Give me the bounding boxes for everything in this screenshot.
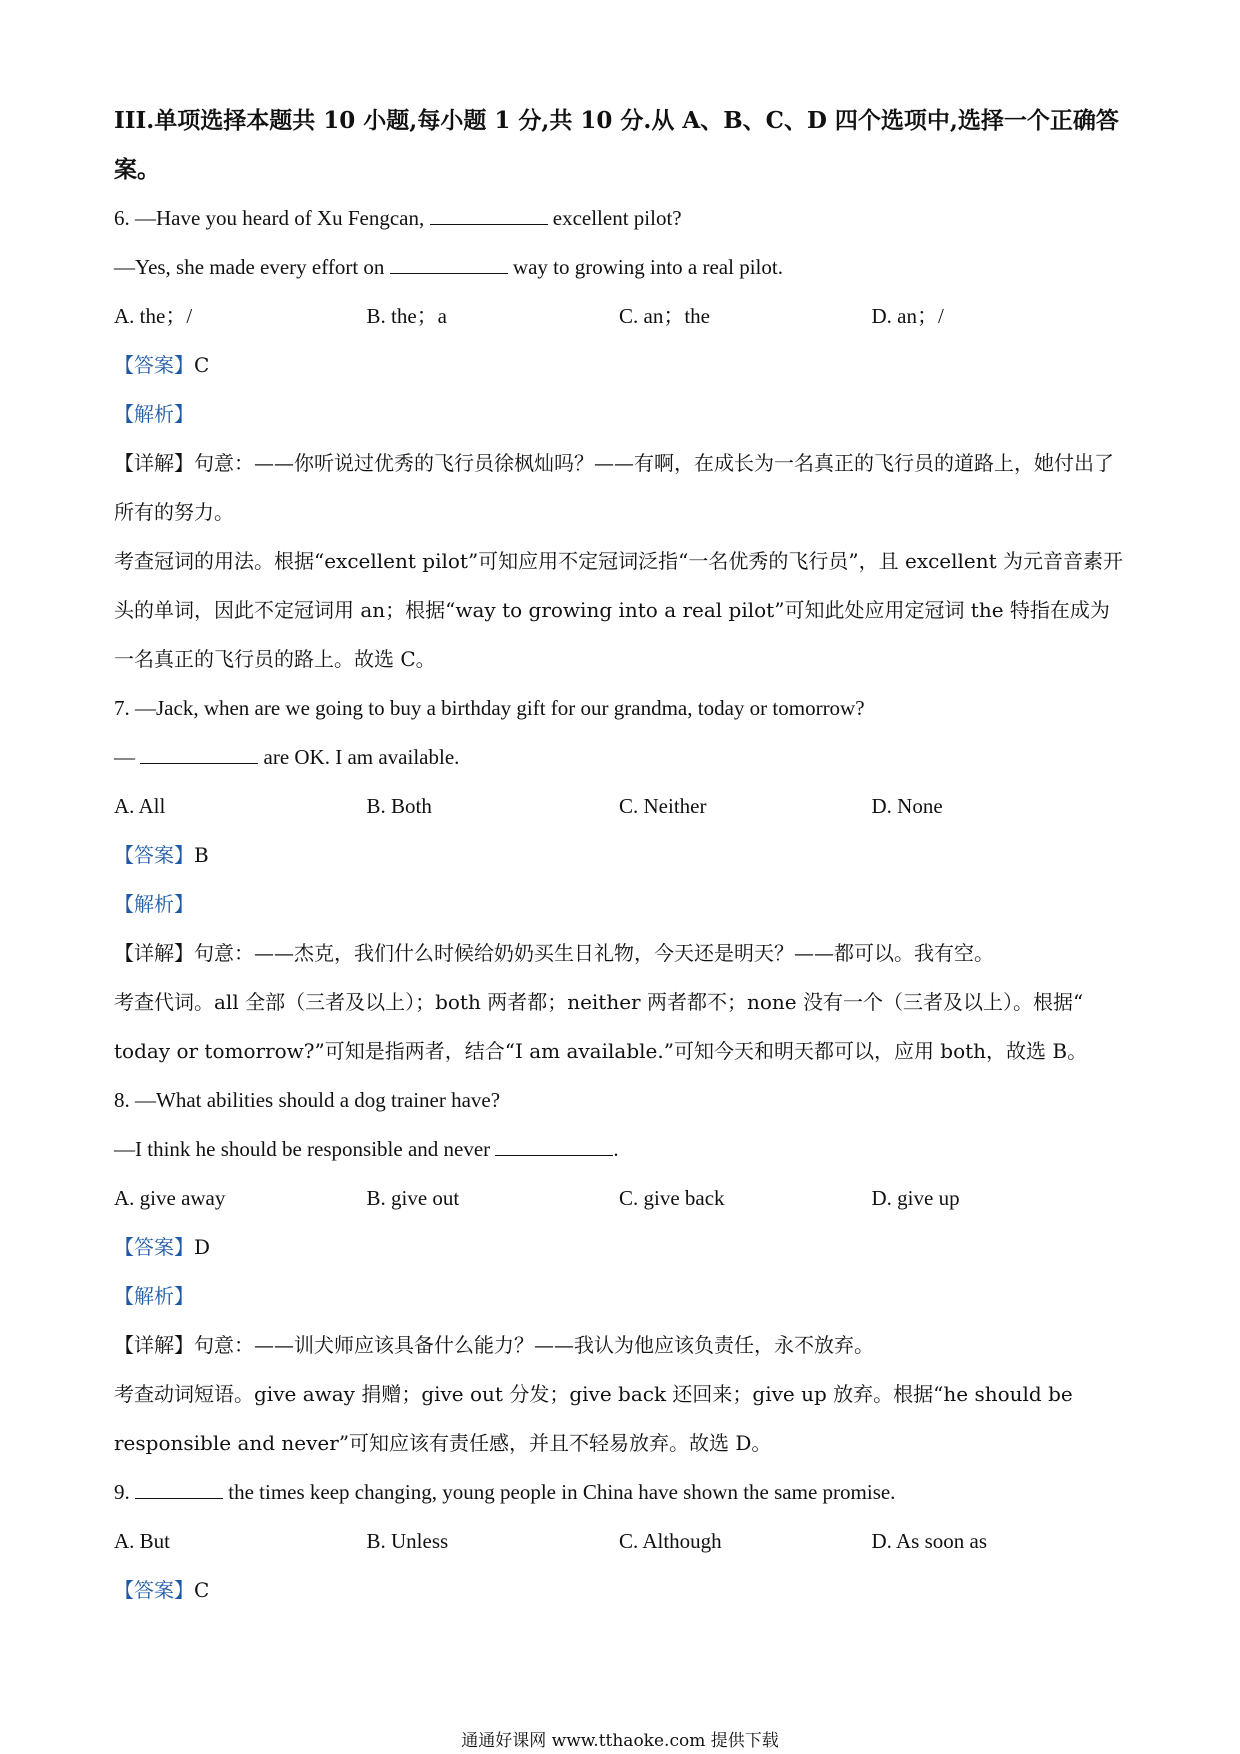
q7-detail2: 考查代词。all 全部（三者及以上）；both 两者都；neither 两者都不；none 没有一个（三者及以上）。根据“ today or tomorrow?”可知是指两者，结合“I am available.”可知今天和明天都可以，应用 both，故选 B。 xyxy=(114,990,1088,1063)
q6-line1-post: excellent pilot? xyxy=(547,206,682,230)
q8-answer-tag: 【答案】 xyxy=(114,1235,194,1259)
q7-option-c: C. Neither xyxy=(619,794,707,818)
q6-line1 xyxy=(114,194,1124,243)
q8-detail2: 考查动词短语。give away 捐赠；give out 分发；give back 还回来；give up 放弃。根据“he should be responsible and never”可知应该有责任感，并且不轻易放弃。故选 D。 xyxy=(114,1382,1073,1455)
q8-options xyxy=(114,1174,1124,1223)
q7-answer-value: B xyxy=(194,843,209,867)
q9-answer-tag: 【答案】 xyxy=(114,1578,194,1602)
q8-option-d: D. give up xyxy=(871,1186,960,1210)
q8-answer xyxy=(114,1223,1124,1272)
q6-answer-tag: 【答案】 xyxy=(114,353,194,377)
q8-option-c: C. give back xyxy=(619,1186,725,1210)
q6-answer-value: C xyxy=(194,353,210,377)
page-footer: 通通好课网 www.tthaoke.com 提供下载 xyxy=(461,1731,779,1751)
q7-line2-post: are OK. I am available. xyxy=(258,745,460,769)
q8-blank xyxy=(495,1137,613,1156)
q9-option-d: D. As soon as xyxy=(871,1529,988,1553)
q7-line2-pre: — xyxy=(114,745,141,769)
q9-answer xyxy=(114,1566,1124,1615)
q9-answer-value: C xyxy=(194,1578,210,1602)
q6-detail2: 考查冠词的用法。根据“excellent pilot”可知应用不定冠词泛指“一名优秀的飞行员”，且 excellent 为元音音素开头的单词，因此不定冠词用 an；根据“way to growing into a real pilot”可知此处应用定冠词 the 特指在成为一名真正的飞行员的路上。故选 C。 xyxy=(114,549,1124,671)
q8-line2-post: . xyxy=(613,1137,619,1161)
q8-detail1 xyxy=(114,1321,1124,1370)
q7-blank xyxy=(140,745,258,764)
q7-analysis xyxy=(114,880,1124,929)
q7-detail-tag: 【详解】 xyxy=(114,941,194,965)
q7-option-a: A. All xyxy=(114,794,166,818)
q9-option-b: B. Unless xyxy=(366,1529,449,1553)
q6-option-a: A. the；/ xyxy=(114,304,193,328)
q6-detail-tag: 【详解】 xyxy=(114,451,194,475)
q6-line2-post: way to growing into a real pilot. xyxy=(507,255,783,279)
q6-analysis-tag: 【解析】 xyxy=(114,402,194,426)
q9-blank xyxy=(135,1480,223,1499)
q6-blank2 xyxy=(390,255,508,274)
section-heading: III.单项选择本题共 10 小题,每小题 1 分,共 10 分.从 A、B、C、D 四个选项中,选择一个正确答案。 xyxy=(114,107,1119,183)
q9-line1-pre: 9. xyxy=(114,1480,135,1504)
q6-options xyxy=(114,292,1124,341)
q8-line2 xyxy=(114,1125,1124,1174)
document-page xyxy=(114,96,1124,1615)
q8-analysis xyxy=(114,1272,1124,1321)
q8-answer-value: D xyxy=(194,1235,211,1259)
q6-blank1 xyxy=(430,206,548,225)
q9-line1-post: the times keep changing, young people in China have shown the same promise. xyxy=(223,1480,896,1504)
q7-answer-tag: 【答案】 xyxy=(114,843,194,867)
q6-option-c: C. an；the xyxy=(619,304,710,328)
q6-answer xyxy=(114,341,1124,390)
q6-option-b: B. the；a xyxy=(366,304,447,328)
q6-detail1 xyxy=(114,439,1124,537)
q8-analysis-tag: 【解析】 xyxy=(114,1284,194,1308)
q8-option-a: A. give away xyxy=(114,1186,226,1210)
q9-option-c: C. Although xyxy=(619,1529,722,1553)
q7-analysis-tag: 【解析】 xyxy=(114,892,194,916)
q7-answer xyxy=(114,831,1124,880)
q7-options xyxy=(114,782,1124,831)
q6-detail1-text: 句意：——你听说过优秀的飞行员徐枫灿吗？——有啊，在成长为一名真正的飞行员的道路上，她付出了所有的努力。 xyxy=(114,451,1114,524)
q7-detail1 xyxy=(114,929,1124,978)
q8-line1: 8. —What abilities should a dog trainer have? xyxy=(114,1088,501,1112)
q8-line2-pre: —I think he should be responsible and never xyxy=(114,1137,496,1161)
q6-option-d: D. an；/ xyxy=(871,304,944,328)
q7-option-b: B. Both xyxy=(366,794,432,818)
q6-line1-pre: 6. —Have you heard of Xu Fengcan, xyxy=(114,206,430,230)
q9-options xyxy=(114,1517,1124,1566)
q6-analysis xyxy=(114,390,1124,439)
q7-line1: 7. —Jack, when are we going to buy a birthday gift for our grandma, today or tomorrow? xyxy=(114,696,865,720)
q6-line2 xyxy=(114,243,1124,292)
q8-detail1-text: 句意：——训犬师应该具备什么能力？——我认为他应该负责任，永不放弃。 xyxy=(194,1333,874,1357)
q7-option-d: D. None xyxy=(871,794,943,818)
q7-line2 xyxy=(114,733,1124,782)
q7-detail1-text: 句意：——杰克，我们什么时候给奶奶买生日礼物，今天还是明天？——都可以。我有空。 xyxy=(194,941,994,965)
q9-option-a: A. But xyxy=(114,1529,171,1553)
q6-line2-pre: —Yes, she made every effort on xyxy=(114,255,390,279)
q9-line1 xyxy=(114,1468,1124,1517)
q8-option-b: B. give out xyxy=(366,1186,460,1210)
q8-detail-tag: 【详解】 xyxy=(114,1333,194,1357)
